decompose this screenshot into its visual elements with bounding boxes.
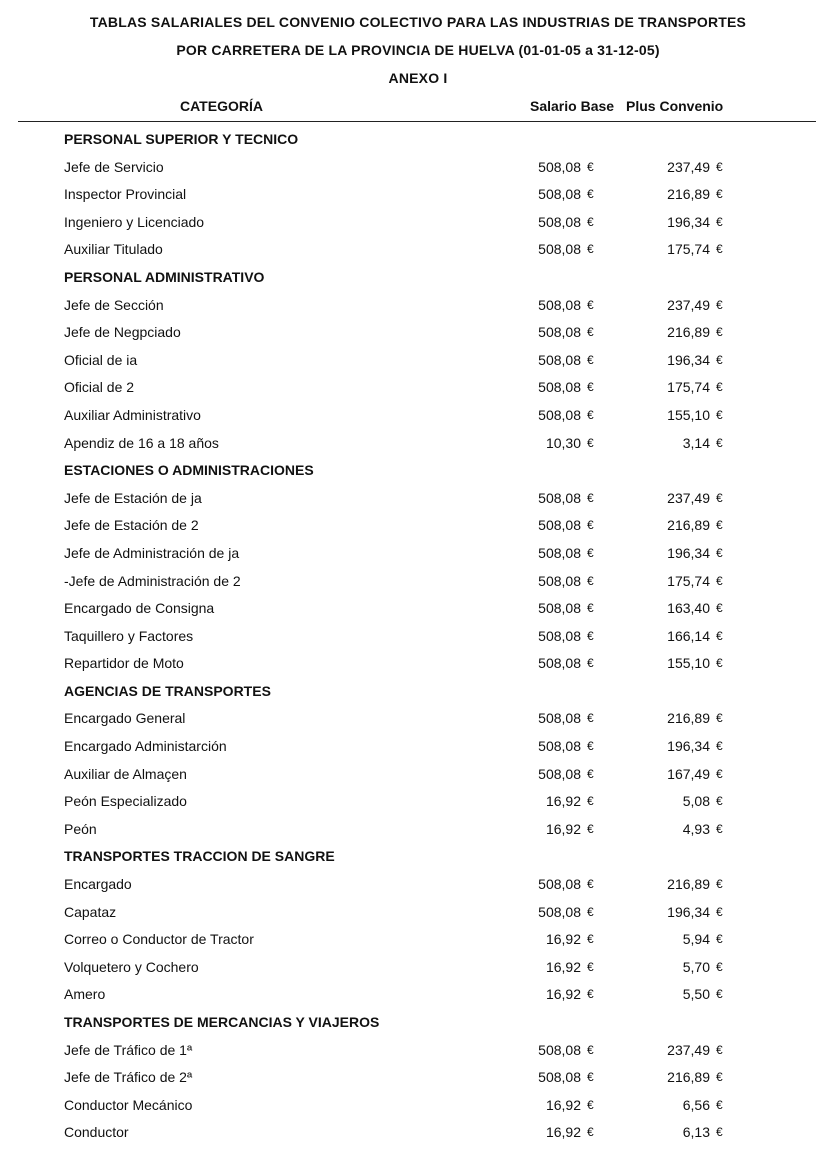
table-row	[0, 595, 836, 623]
category-label: -Jefe de Administración de 2	[64, 572, 241, 589]
euro-symbol: €	[587, 545, 594, 560]
salario-base-value: 508,08	[538, 213, 581, 230]
euro-symbol: €	[587, 904, 594, 919]
category-label: Jefe de Administración de ja	[64, 544, 240, 561]
salario-base-value: 508,08	[538, 241, 581, 258]
salario-base-value: 508,08	[538, 738, 581, 755]
euro-symbol: €	[587, 987, 594, 1002]
euro-symbol: €	[716, 297, 723, 312]
plus-convenio-value: 196,34	[667, 351, 710, 368]
category-label: Oficial de ia	[64, 351, 138, 368]
table-row	[0, 733, 836, 761]
table-row	[0, 926, 836, 954]
salario-base-value: 508,08	[538, 627, 581, 644]
euro-symbol: €	[587, 1125, 594, 1140]
euro-symbol: €	[716, 932, 723, 947]
table-row	[0, 761, 836, 789]
euro-symbol: €	[716, 407, 723, 422]
category-label: Jefe de Tráfico de 2ª	[64, 1069, 193, 1086]
salario-base-value: 508,08	[538, 379, 581, 396]
euro-symbol: €	[587, 159, 594, 174]
plus-convenio-value: 6,56	[682, 1096, 710, 1113]
euro-symbol: €	[587, 187, 594, 202]
euro-symbol: €	[716, 518, 723, 533]
table-row	[0, 788, 836, 816]
section-header-row	[0, 457, 836, 485]
euro-symbol: €	[587, 380, 594, 395]
section-header-row	[0, 1009, 836, 1037]
table-row	[0, 650, 836, 678]
section-header-row	[0, 843, 836, 871]
euro-symbol: €	[716, 352, 723, 367]
table-row	[0, 319, 836, 347]
category-label: Auxiliar Titulado	[64, 241, 163, 258]
euro-symbol: €	[716, 1097, 723, 1112]
plus-convenio-value: 237,49	[667, 296, 710, 313]
euro-symbol: €	[716, 214, 723, 229]
table-row	[0, 981, 836, 1009]
category-label: Amero	[64, 986, 106, 1003]
section-title: AGENCIAS DE TRANSPORTES	[64, 682, 271, 699]
salario-base-value: 508,08	[538, 572, 581, 589]
plus-convenio-value: 175,74	[667, 241, 710, 258]
euro-symbol: €	[587, 959, 594, 974]
category-label: Repartidor de Moto	[64, 655, 184, 672]
category-label: Auxiliar Administrativo	[64, 406, 201, 423]
euro-symbol: €	[716, 601, 723, 616]
euro-symbol: €	[587, 766, 594, 781]
euro-symbol: €	[716, 987, 723, 1002]
category-label: Peón Especializado	[64, 793, 187, 810]
section-title: PERSONAL ADMINISTRATIVO	[64, 268, 265, 285]
column-header-plus-convenio: Plus Convenio	[626, 98, 724, 114]
plus-convenio-value: 196,34	[667, 544, 710, 561]
table-row	[0, 1119, 836, 1147]
section-title: ESTACIONES O ADMINISTRACIONES	[64, 462, 314, 479]
euro-symbol: €	[587, 352, 594, 367]
category-label: Encargado General	[64, 710, 186, 727]
annex-title: ANEXO I	[388, 70, 448, 86]
salario-base-value: 16,92	[545, 931, 581, 948]
plus-convenio-value: 5,50	[682, 986, 710, 1003]
plus-convenio-value: 175,74	[667, 379, 710, 396]
euro-symbol: €	[587, 297, 594, 312]
salario-base-value: 16,92	[545, 793, 581, 810]
salario-base-value: 508,08	[538, 158, 581, 175]
plus-convenio-value: 6,13	[682, 1124, 710, 1141]
section-title: TRANSPORTES DE MERCANCIAS Y VIAJEROS	[64, 1014, 380, 1030]
category-label: Jefe de Sección	[64, 296, 164, 313]
table-row	[0, 705, 836, 733]
plus-convenio-value: 237,49	[667, 489, 710, 506]
euro-symbol: €	[587, 214, 594, 229]
table-row	[0, 540, 836, 568]
salario-base-value: 508,08	[538, 406, 581, 423]
header-divider	[18, 121, 816, 122]
table-row	[0, 402, 836, 430]
euro-symbol: €	[587, 1070, 594, 1085]
euro-symbol: €	[716, 904, 723, 919]
section-header-row	[0, 264, 836, 292]
salario-base-value: 10,30	[545, 434, 581, 451]
category-label: Oficial de 2	[64, 379, 135, 396]
plus-convenio-value: 166,14	[667, 627, 710, 644]
table-row	[0, 430, 836, 458]
document-title-line-2: POR CARRETERA DE LA PROVINCIA DE HUELVA (01-01-05 a 31-12-05)	[176, 42, 660, 58]
plus-convenio-value: 216,89	[667, 324, 710, 341]
category-label: Encargado de Consigna	[64, 600, 215, 617]
euro-symbol: €	[587, 490, 594, 505]
table-row	[0, 1092, 836, 1120]
salario-base-value: 16,92	[545, 820, 581, 837]
section-header-row	[0, 126, 836, 154]
euro-symbol: €	[716, 159, 723, 174]
table-row	[0, 816, 836, 844]
euro-symbol: €	[587, 601, 594, 616]
plus-convenio-value: 196,34	[667, 738, 710, 755]
salario-base-value: 508,08	[538, 655, 581, 672]
salario-base-value: 508,08	[538, 296, 581, 313]
category-label: Inspector Provincial	[64, 186, 187, 203]
table-row	[0, 1064, 836, 1092]
salario-base-value: 508,08	[538, 186, 581, 203]
table-row	[0, 181, 836, 209]
plus-convenio-value: 216,89	[667, 876, 710, 893]
section-title: TRANSPORTES TRACCION DE SANGRE	[64, 848, 335, 865]
euro-symbol: €	[716, 794, 723, 809]
plus-convenio-value: 167,49	[667, 765, 710, 782]
table-row	[0, 568, 836, 596]
salario-base-value: 508,08	[538, 517, 581, 534]
plus-convenio-value: 237,49	[667, 1041, 710, 1058]
table-row	[0, 954, 836, 982]
euro-symbol: €	[587, 1042, 594, 1057]
category-label: Apendiz de 16 a 18 años	[64, 434, 219, 451]
plus-convenio-value: 216,89	[667, 517, 710, 534]
euro-symbol: €	[587, 711, 594, 726]
category-label: Taquillero y Factores	[64, 627, 194, 644]
plus-convenio-value: 196,34	[667, 213, 710, 230]
salario-base-value: 508,08	[538, 544, 581, 561]
salario-base-value: 16,92	[545, 1096, 581, 1113]
table-row	[0, 899, 836, 927]
category-label: Correo o Conductor de Tractor	[64, 931, 254, 948]
euro-symbol: €	[587, 407, 594, 422]
plus-convenio-value: 5,08	[682, 793, 710, 810]
euro-symbol: €	[587, 518, 594, 533]
euro-symbol: €	[587, 739, 594, 754]
euro-symbol: €	[716, 821, 723, 836]
salario-base-value: 508,08	[538, 1069, 581, 1086]
euro-symbol: €	[587, 794, 594, 809]
plus-convenio-value: 5,94	[682, 931, 710, 948]
salario-base-value: 508,08	[538, 765, 581, 782]
section-title: PERSONAL SUPERIOR Y TECNICO	[64, 131, 299, 147]
euro-symbol: €	[716, 1125, 723, 1140]
plus-convenio-value: 3,14	[682, 434, 710, 451]
salario-base-value: 508,08	[538, 903, 581, 920]
category-label: Jefe de Negpciado	[64, 324, 181, 341]
table-row	[0, 1037, 836, 1065]
category-label: Jefe de Estación de ja	[64, 489, 202, 506]
table-row	[0, 485, 836, 513]
euro-symbol: €	[716, 711, 723, 726]
euro-symbol: €	[716, 1042, 723, 1057]
plus-convenio-value: 237,49	[667, 158, 710, 175]
euro-symbol: €	[587, 325, 594, 340]
table-row	[0, 374, 836, 402]
plus-convenio-value: 155,10	[667, 406, 710, 423]
euro-symbol: €	[587, 242, 594, 257]
euro-symbol: €	[587, 628, 594, 643]
euro-symbol: €	[716, 490, 723, 505]
euro-symbol: €	[587, 435, 594, 450]
euro-symbol: €	[716, 1070, 723, 1085]
table-row	[0, 871, 836, 899]
category-label: Jefe de Tráfico de 1ª	[64, 1041, 193, 1058]
euro-symbol: €	[587, 821, 594, 836]
column-header-salario-base: Salario Base	[530, 98, 615, 114]
salario-base-value: 16,92	[545, 958, 581, 975]
euro-symbol: €	[716, 187, 723, 202]
euro-symbol: €	[716, 959, 723, 974]
euro-symbol: €	[716, 628, 723, 643]
euro-symbol: €	[587, 877, 594, 892]
table-row	[0, 292, 836, 320]
salary-table	[0, 126, 836, 1147]
table-row	[0, 209, 836, 237]
salario-base-value: 508,08	[538, 1041, 581, 1058]
table-row	[0, 347, 836, 375]
euro-symbol: €	[587, 1097, 594, 1112]
plus-convenio-value: 175,74	[667, 572, 710, 589]
category-label: Conductor	[64, 1124, 129, 1141]
category-label: Peón	[64, 820, 97, 837]
euro-symbol: €	[587, 932, 594, 947]
category-label: Jefe de Servicio	[64, 158, 164, 175]
salario-base-value: 508,08	[538, 600, 581, 617]
plus-convenio-value: 216,89	[667, 710, 710, 727]
category-label: Auxiliar de Almaçen	[64, 765, 187, 782]
category-label: Encargado Administarción	[64, 738, 227, 755]
table-row	[0, 236, 836, 264]
euro-symbol: €	[716, 739, 723, 754]
euro-symbol: €	[587, 656, 594, 671]
euro-symbol: €	[587, 573, 594, 588]
document-title-line-1: TABLAS SALARIALES DEL CONVENIO COLECTIVO PARA LAS INDUSTRIAS DE TRANSPORTES	[89, 14, 747, 30]
salario-base-value: 508,08	[538, 876, 581, 893]
table-row	[0, 154, 836, 182]
section-header-row	[0, 678, 836, 706]
category-label: Encargado	[64, 876, 132, 893]
table-row	[0, 623, 836, 651]
salario-base-value: 16,92	[545, 1124, 581, 1141]
plus-convenio-value: 216,89	[667, 186, 710, 203]
plus-convenio-value: 5,70	[682, 958, 710, 975]
category-label: Capataz	[64, 903, 117, 920]
euro-symbol: €	[716, 545, 723, 560]
euro-symbol: €	[716, 380, 723, 395]
euro-symbol: €	[716, 573, 723, 588]
plus-convenio-value: 4,93	[682, 820, 710, 837]
column-header-category: CATEGORÍA	[180, 98, 263, 114]
salario-base-value: 16,92	[545, 986, 581, 1003]
plus-convenio-value: 155,10	[667, 655, 710, 672]
euro-symbol: €	[716, 766, 723, 781]
category-label: Volquetero y Cochero	[64, 958, 199, 975]
plus-convenio-value: 163,40	[667, 600, 710, 617]
salario-base-value: 508,08	[538, 351, 581, 368]
plus-convenio-value: 196,34	[667, 903, 710, 920]
euro-symbol: €	[716, 242, 723, 257]
category-label: Jefe de Estación de 2	[64, 517, 199, 534]
table-row	[0, 512, 836, 540]
salario-base-value: 508,08	[538, 324, 581, 341]
plus-convenio-value: 216,89	[667, 1069, 710, 1086]
category-label: Ingeniero y Licenciado	[64, 213, 205, 230]
euro-symbol: €	[716, 325, 723, 340]
euro-symbol: €	[716, 877, 723, 892]
salario-base-value: 508,08	[538, 489, 581, 506]
category-label: Conductor Mecánico	[64, 1096, 193, 1113]
salario-base-value: 508,08	[538, 710, 581, 727]
euro-symbol: €	[716, 656, 723, 671]
euro-symbol: €	[716, 435, 723, 450]
